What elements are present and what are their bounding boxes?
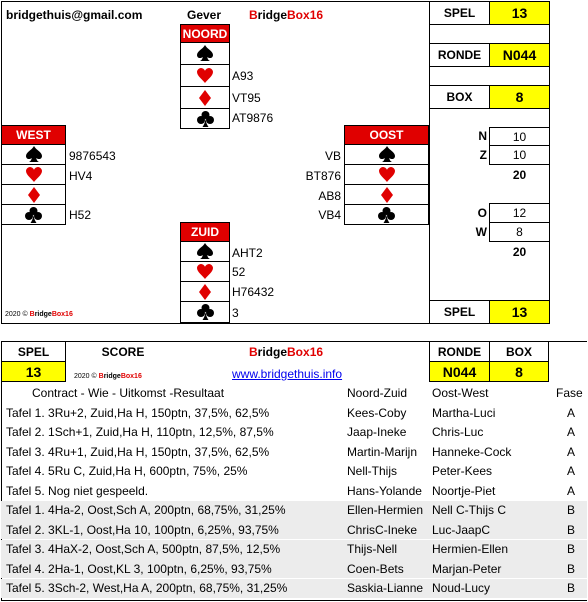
west-spades-cards: 9876543 [69, 149, 116, 163]
row-nz: ChrisC-Ineke [347, 522, 418, 537]
row-fase: A [567, 405, 576, 420]
ronde-value: N044 [489, 43, 550, 67]
row-ow: Hermien-Ellen [432, 542, 509, 556]
row-ow: Noud-Lucy [432, 581, 491, 595]
zuid-spades-icon [180, 242, 230, 262]
row-fase: B [567, 581, 576, 595]
oost-clubs-icon [344, 205, 429, 225]
west-diamonds-icon [1, 185, 66, 205]
z-label: Z [479, 148, 487, 162]
col-fase-header: Fase [556, 385, 583, 400]
row-ow: Luc-JaapC [432, 522, 491, 537]
zuid-diamonds-icon [180, 282, 230, 302]
oost-hearts-icon [344, 165, 429, 185]
row-nz: Thijs-Nell [347, 542, 398, 556]
spel-value-top: 13 [489, 1, 550, 25]
score-ronde-label: RONDE [429, 341, 490, 362]
row-result: Tafel 4. 2Ha-1, Oost,KL 3, 100ptn, 6,25%, 93,75% [6, 561, 272, 576]
noord-label: NOORD [180, 24, 230, 43]
score-ronde-value: N044 [429, 361, 490, 382]
row-ow: Chris-Luc [432, 425, 484, 439]
row-fase: A [567, 464, 576, 478]
table-row [1, 423, 587, 442]
spel-label-top: SPEL [429, 1, 490, 25]
row-ow: Noortje-Piet [432, 483, 496, 498]
west-hearts-icon [1, 165, 66, 185]
copyright-score-16: 16 [134, 373, 142, 380]
col-contract-header: Contract - Wie - Uitkomst -Resultaat [32, 385, 225, 400]
spel-label-bottom: SPEL [429, 300, 490, 324]
oost-spades-cards: VB [324, 149, 341, 163]
row-fase: B [567, 561, 576, 576]
noord-clubs-cards: AT9876 [232, 111, 274, 125]
col-nz-header: Noord-Zuid [347, 385, 408, 400]
table-row [1, 462, 587, 481]
oost-clubs-cards: VB4 [318, 208, 341, 222]
row-nz: Hans-Yolande [347, 483, 422, 498]
row-nz: Saskia-Lianne [347, 581, 424, 595]
copyright-score-b: B [98, 373, 104, 380]
table-row [1, 481, 587, 500]
row-nz: Nell-Thijs [347, 464, 398, 478]
row-ow: Hanneke-Cock [432, 444, 512, 459]
copyright-16: 16 [65, 311, 73, 318]
noord-diamonds-icon [180, 87, 230, 109]
score-brand-ridge: ridge [257, 345, 288, 359]
n-value: 10 [489, 127, 550, 146]
brand-b: B [249, 8, 258, 22]
ow-total: 20 [512, 244, 527, 259]
copyright-score [74, 373, 142, 380]
score-box-label: BOX [489, 341, 549, 362]
west-clubs-icon [1, 205, 66, 225]
row-fase: B [567, 522, 576, 537]
copyright-top [5, 311, 73, 318]
col-ow-header: Oost-West [432, 385, 489, 400]
score-label: SCORE [101, 344, 145, 359]
row-fase: A [567, 483, 576, 498]
row-result: Tafel 1. 3Ru+2, Zuid,Ha H, 150ptn, 37,5%, 62,5% [6, 405, 270, 420]
copyright-score-ridge: ridge [103, 373, 121, 380]
score-header-row [1, 383, 587, 402]
box-value: 8 [489, 85, 550, 109]
row-fase: B [567, 503, 576, 517]
noord-spades-icon [180, 43, 230, 65]
zuid-spades-cards: AHT2 [232, 246, 263, 260]
row-result: Tafel 3. 4Ru+1, Zuid,Ha H, 150ptn, 37,5%, 62,5% [6, 444, 270, 459]
row-ow: Martha-Luci [432, 405, 496, 420]
row-nz: Coen-Bets [347, 561, 404, 576]
row-fase: B [567, 542, 576, 556]
brand-ridge: ridge [257, 8, 288, 22]
o-label: O [477, 206, 487, 220]
noord-diamonds-cards: VT95 [232, 91, 261, 105]
west-clubs-cards: H52 [69, 208, 92, 222]
table-row [1, 579, 587, 598]
copyright-prefix: 2020 © [5, 311, 30, 318]
table-row [1, 520, 587, 539]
noord-hearts-cards: A93 [232, 69, 254, 83]
row-nz: Jaap-Ineke [347, 425, 407, 439]
row-result: Tafel 5. Nog niet gespeeld. [6, 483, 149, 498]
copyright-box: Box [51, 311, 66, 318]
row-ow: Peter-Kees [432, 464, 493, 478]
row-nz: Martin-Marijn [347, 444, 418, 459]
brand-16: 16 [309, 8, 324, 22]
ronde-label: RONDE [429, 43, 490, 67]
noord-hearts-icon [180, 65, 230, 87]
west-spades-icon [1, 145, 66, 165]
n-label: N [478, 129, 487, 143]
website-link[interactable]: www.bridgethuis.info [232, 367, 343, 381]
zuid-diamonds-cards: H76432 [232, 285, 275, 299]
table-row [1, 403, 587, 422]
o-value: 12 [489, 203, 550, 223]
zuid-clubs-icon [180, 302, 230, 323]
row-result: Tafel 4. 5Ru C, Zuid,Ha H, 600ptn, 75%, 25% [6, 464, 248, 478]
row-ow: Marjan-Peter [432, 561, 502, 576]
row-nz: Kees-Coby [347, 405, 407, 420]
zuid-clubs-cards: 3 [232, 306, 239, 320]
row-fase: A [567, 444, 576, 459]
table-row [1, 501, 587, 520]
box-label: BOX [429, 85, 490, 109]
west-label: WEST [1, 125, 66, 145]
zuid-hearts-cards: 52 [232, 265, 246, 279]
oost-diamonds-cards: AB8 [318, 189, 341, 203]
email: bridgethuis@gmail.com [6, 8, 143, 22]
gever-label: Gever [187, 8, 222, 22]
nz-total: 20 [512, 167, 527, 182]
score-brand-box: Box [287, 345, 310, 359]
oost-diamonds-icon [344, 185, 429, 205]
brand-title [249, 8, 323, 22]
copyright-score-box: Box [120, 373, 135, 380]
row-result: Tafel 2. 1Sch+1, Zuid,Ha H, 110ptn, 12,5%, 87,5% [6, 425, 274, 439]
table-row [1, 442, 587, 461]
copyright-score-prefix: 2020 © [74, 373, 99, 380]
table-row [1, 559, 587, 578]
w-value: 8 [489, 222, 550, 242]
row-result: Tafel 1. 4Ha-2, Oost,Sch A, 200ptn, 68,75%, 31,25% [6, 503, 286, 517]
spel-value-bottom: 13 [489, 300, 550, 324]
score-spel-value: 13 [1, 361, 66, 382]
west-hearts-cards: HV4 [69, 169, 93, 183]
row-nz: Ellen-Hermien [347, 503, 424, 517]
score-brand [249, 345, 323, 359]
row-result: Tafel 5. 3Sch-2, West,Ha A, 200ptn, 68,75%, 31,25% [6, 581, 288, 595]
score-spel-label: SPEL [1, 341, 66, 362]
table-row [1, 540, 587, 559]
oost-hearts-cards: BT876 [305, 169, 341, 183]
row-result: Tafel 3. 4HaX-2, Oost,Sch A, 500ptn, 87,5%, 12,5% [6, 542, 281, 556]
score-brand-16: 16 [309, 345, 324, 359]
row-ow: Nell C-Thijs C [432, 503, 507, 517]
zuid-hearts-icon [180, 262, 230, 282]
noord-clubs-icon [180, 109, 230, 129]
oost-spades-icon [344, 145, 429, 165]
brand-box: Box [287, 8, 310, 22]
score-brand-b: B [249, 345, 258, 359]
zuid-label: ZUID [180, 222, 230, 242]
oost-label: OOST [344, 125, 429, 145]
z-value: 10 [489, 145, 550, 165]
copyright-ridge: ridge [34, 311, 52, 318]
copyright-b: B [29, 311, 35, 318]
row-result: Tafel 2. 3KL-1, Oost,Ha 10, 100ptn, 6,25%, 93,75% [6, 522, 279, 537]
w-label: W [475, 225, 487, 239]
score-box-value: 8 [489, 361, 549, 382]
row-fase: A [567, 425, 576, 439]
